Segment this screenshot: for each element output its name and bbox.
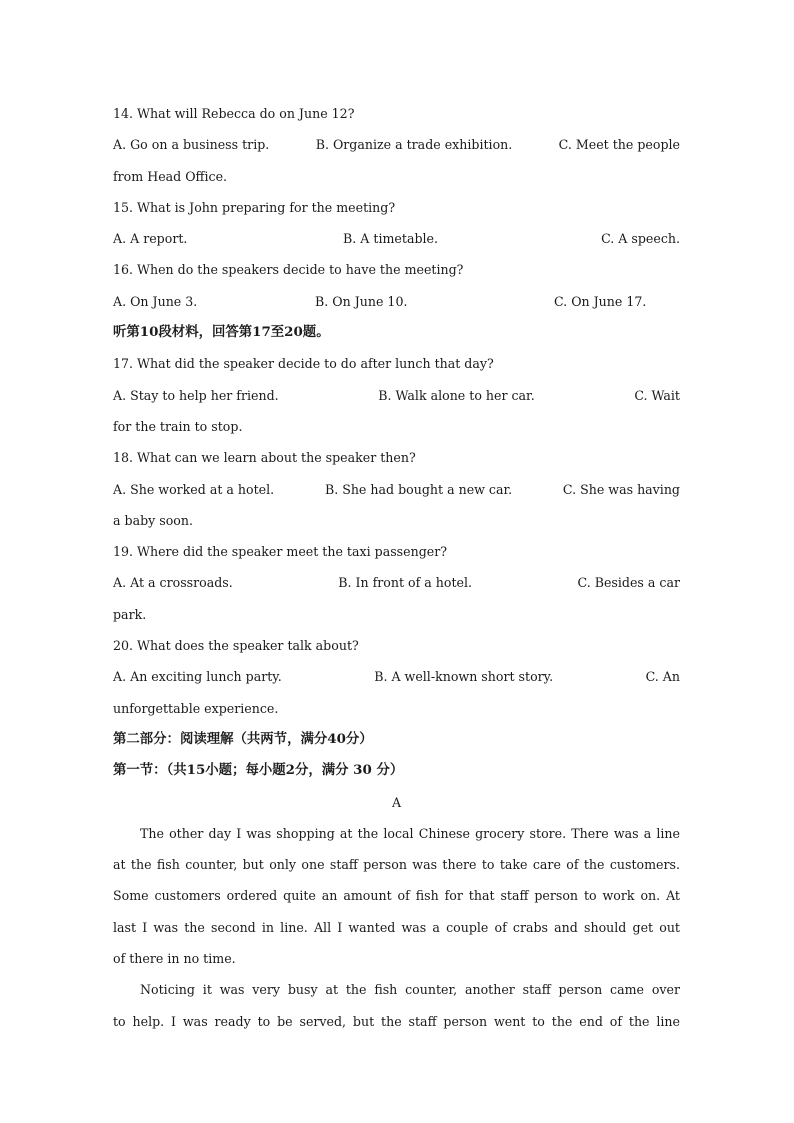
option-a: A. An exciting lunch party. (113, 669, 282, 685)
exam-page (113, 98, 680, 1037)
question-stem: 19. Where did the speaker meet the taxi passenger? (113, 544, 447, 560)
option-a: A. At a crossroads. (113, 575, 233, 591)
option-a: A. She worked at a hotel. (113, 481, 275, 497)
option-b: B. A well-known short story. (374, 669, 554, 685)
question-stem: 17. What did the speaker decide to do after lunch that day? (113, 356, 494, 372)
question-options (113, 223, 680, 254)
option-a: A. A report. (113, 231, 188, 247)
option-c-continued: for the train to stop. (113, 418, 243, 434)
option-c-continued: unforgettable experience. (113, 700, 279, 716)
option-b: B. She had bought a new car. (324, 481, 513, 497)
paragraph-line: at the fish counter, but only one staff person was there to take care of the customers. (113, 857, 680, 873)
option-b: B. Organize a trade exhibition. (315, 137, 513, 153)
option-a: A. Go on a business trip. (113, 137, 270, 153)
paragraph-line: of there in no time. (113, 951, 236, 967)
option-c-continued: a baby soon. (113, 512, 194, 528)
option-b: B. Walk alone to her car. (378, 387, 535, 403)
question-stem: 16. When do the speakers decide to have the meeting? (113, 262, 464, 278)
section-heading: 第一节：（共15小题；每小题2分，满分 30 分） (113, 762, 404, 779)
part-heading: 第二部分：阅读理解（共两节，满分40分） (113, 730, 373, 747)
paragraph-line: Noticing it was very busy at the fish counter, another staff person came over (140, 982, 680, 998)
option-c-continued: from Head Office. (113, 168, 228, 184)
option-c: C. She was having (562, 481, 680, 497)
question-stem: 15. What is John preparing for the meeting? (113, 199, 396, 215)
option-c-continued: park. (113, 606, 147, 622)
option-c: C. Wait (634, 387, 680, 403)
paragraph-line: last I was the second in line. All I wanted was a couple of crabs and should get out (113, 919, 680, 935)
paragraph-line: Some customers ordered quite an amount of fish for that staff person to work on. At (113, 888, 680, 904)
question-stem: 14. What will Rebecca do on June 12? (113, 106, 355, 121)
question-options (113, 129, 680, 160)
question-options (113, 661, 680, 692)
question-options (113, 286, 680, 317)
question-options (113, 380, 680, 411)
section-heading: 听第10段材料，回答第17至20题。 (113, 324, 330, 341)
question-options (113, 567, 680, 598)
option-b: B. A timetable. (343, 231, 439, 247)
option-c: C. Besides a car (577, 575, 680, 591)
paragraph-line: to help. I was ready to be served, but the staff person went to the end of the line (113, 1013, 680, 1029)
passage-paragraph (113, 818, 680, 974)
question-stem: 20. What does the speaker talk about? (113, 638, 359, 654)
question-stem: 18. What can we learn about the speaker then? (113, 450, 416, 466)
question-options (113, 474, 680, 505)
option-b: B. In front of a hotel. (338, 575, 473, 591)
option-c: C. A speech. (601, 231, 680, 247)
option-c: C. On June 17. (554, 293, 647, 309)
paragraph-line: The other day I was shopping at the local Chinese grocery store. There was a line (140, 825, 680, 841)
option-c: C. Meet the people (558, 137, 680, 153)
passage-label: A (391, 794, 402, 810)
option-a: A. Stay to help her friend. (113, 387, 279, 403)
passage-paragraph (113, 974, 680, 1037)
option-c: C. An (645, 669, 680, 685)
option-b: B. On June 10. (315, 293, 408, 309)
option-a: A. On June 3. (113, 293, 198, 309)
